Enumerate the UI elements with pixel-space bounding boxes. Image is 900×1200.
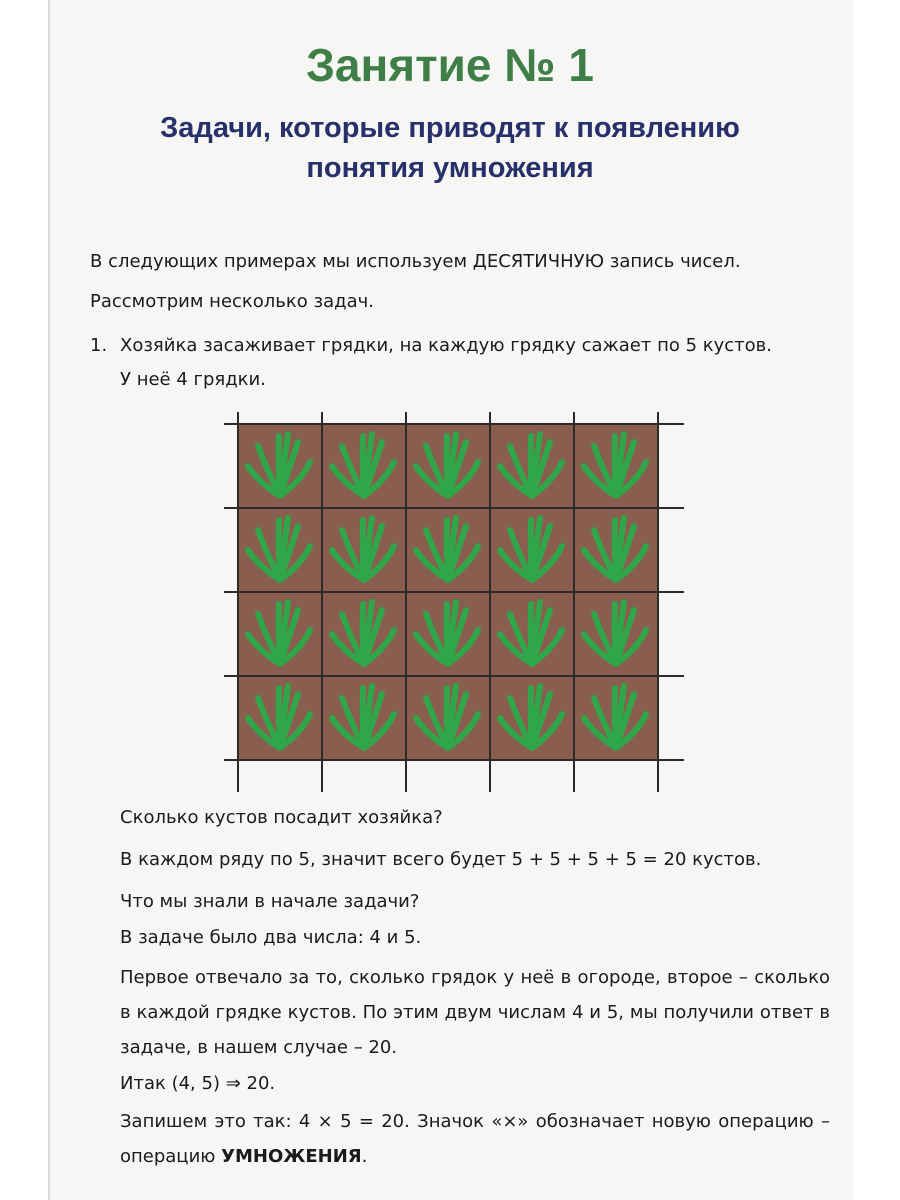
lesson-subtitle xyxy=(0,108,900,188)
lesson-title: Занятие № 1 xyxy=(306,39,594,91)
intro-line-2: Рассмотрим несколько задач. xyxy=(90,291,374,312)
garden-grid xyxy=(224,412,684,792)
definition-end: . xyxy=(361,1146,368,1167)
explanation-paragraph: Первое отвечало за то, сколько грядок у неё в огороде, второе – сколько в каждой грядке кустов. По этим двум числам 4 и 5, мы получили ответ в задаче, в нашем случае – 20. xyxy=(120,967,830,1058)
answer-2: В задаче было два числа: 4 и 5. xyxy=(120,927,422,948)
answer-1: В каждом ряду по 5, значит всего будет 5 + 5 + 5 + 5 = 20 кустов. xyxy=(120,849,762,870)
definition-text: Запишем это так: 4 × 5 = 20. Значок «×» обозначает новую операцию – операцию xyxy=(120,1111,830,1167)
question-2: Что мы знали в начале задачи? xyxy=(120,891,420,912)
conclusion: Итак (4, 5) ⇒ 20. xyxy=(120,1073,276,1094)
problem-line-1: Хозяйка засаживает грядки, на каждую грядку сажает по 5 кустов. xyxy=(120,335,772,356)
subtitle-line-1: Задачи, которые приводят к появлению xyxy=(160,112,740,144)
subtitle-line-2: понятия умножения xyxy=(306,152,594,184)
problem-line-2: У неё 4 грядки. xyxy=(120,369,266,390)
problem-number: 1. xyxy=(90,335,108,356)
intro-line-1: В следующих примерах мы используем ДЕСЯТИЧНУЮ запись чисел. xyxy=(90,251,741,272)
definition-keyword: УМНОЖЕНИЯ xyxy=(221,1146,362,1167)
garden-illustration xyxy=(224,412,684,792)
multiplication-definition xyxy=(120,1104,830,1174)
question-1: Сколько кустов посадит хозяйка? xyxy=(120,807,443,828)
